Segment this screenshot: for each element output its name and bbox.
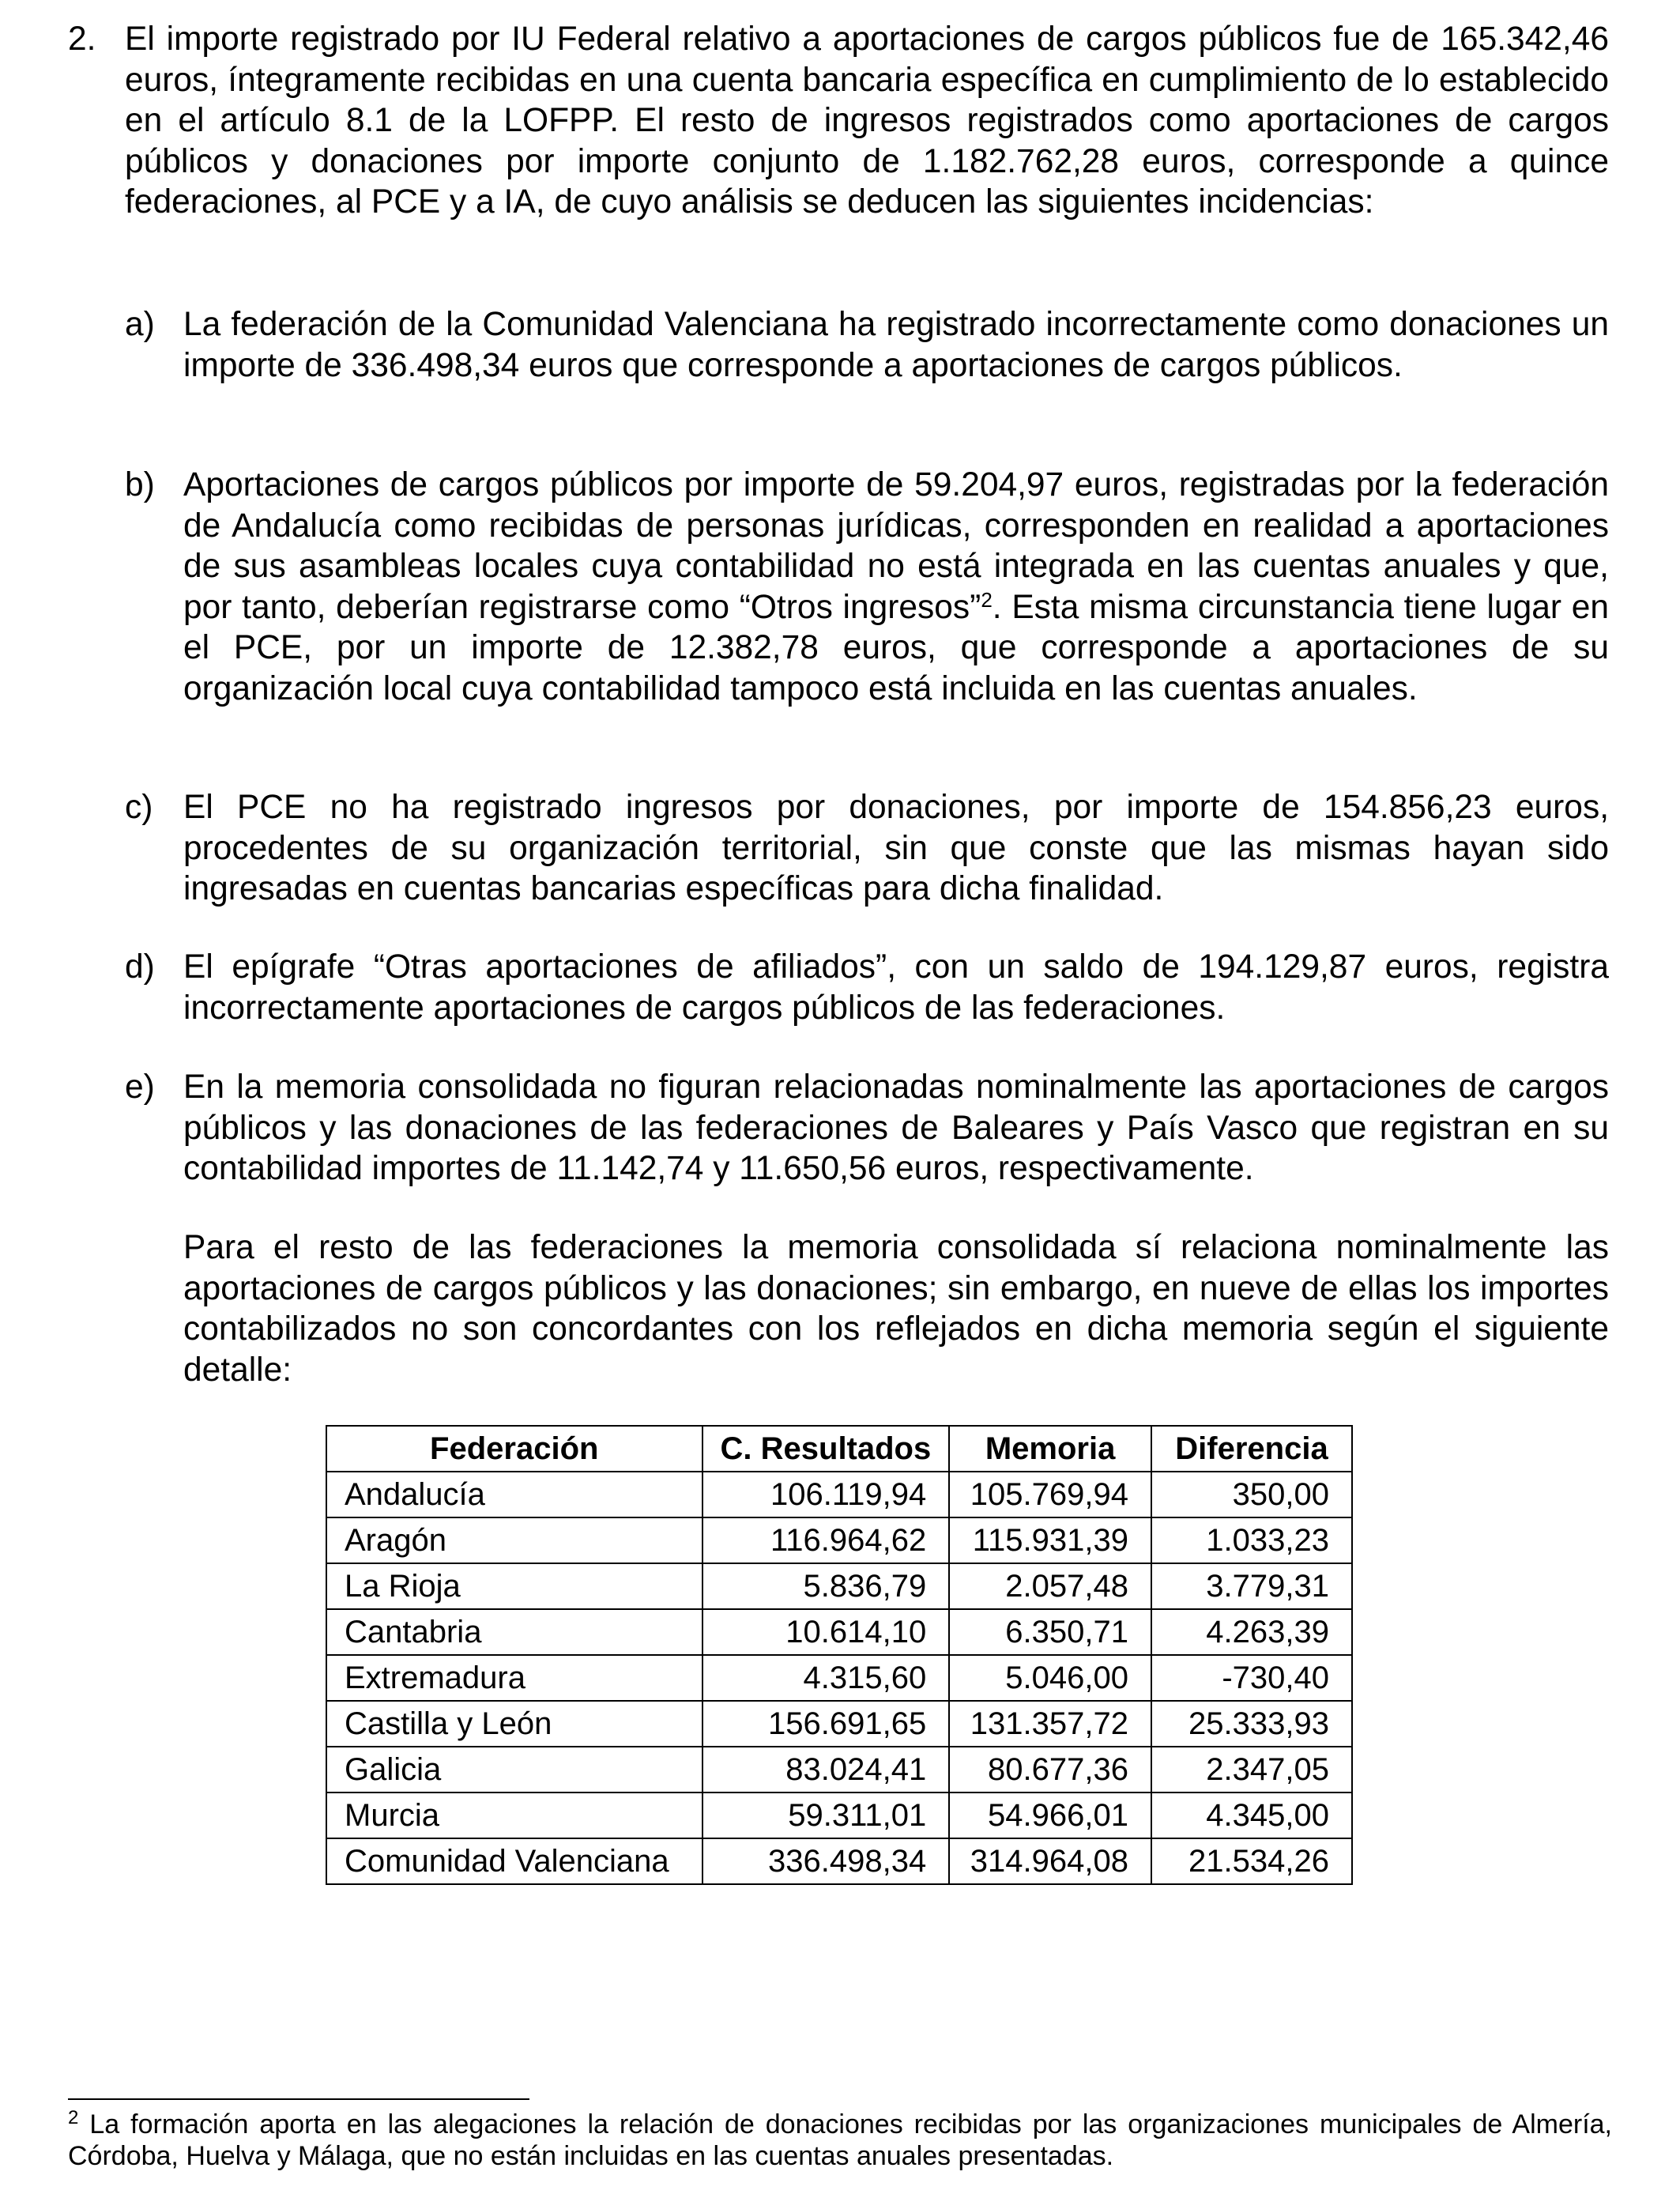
cell-diferencia: 1.033,23 — [1151, 1517, 1352, 1563]
item-c — [183, 787, 1609, 910]
cell-memoria: 5.046,00 — [949, 1655, 1151, 1701]
cell-diferencia: 25.333,93 — [1151, 1701, 1352, 1747]
item-b — [183, 465, 1609, 709]
item-b-text-before: Aportaciones de cargos públicos por importe de 59.204,97 euros, registradas por la federación de Andalucía como recibidas de personas jurídicas, corresponden en realidad a aportaciones de sus asambleas locales cuya contabilidad no está integrada en las cuentas anuales y que, por tanto, deberían registrarse como “Otros ingresos” — [183, 466, 1609, 626]
item-b-text — [183, 465, 1609, 709]
item-a-label: a) — [125, 306, 155, 343]
cell-memoria: 80.677,36 — [949, 1747, 1151, 1793]
item-e — [183, 1067, 1609, 1189]
table-row — [326, 1655, 1352, 1701]
header-diferencia: Diferencia — [1151, 1426, 1352, 1472]
table-row — [326, 1793, 1352, 1838]
cell-diferencia: 21.534,26 — [1151, 1838, 1352, 1884]
item-d — [183, 947, 1609, 1028]
cell-federacion: Galicia — [326, 1747, 703, 1793]
cell-resultados: 5.836,79 — [703, 1563, 950, 1609]
footnote-number: 2 — [68, 2107, 79, 2128]
intro-text: El importe registrado por IU Federal relativo a aportaciones de cargos públicos fue de 165.342,46 euros, íntegramente recibidas en una cuenta bancaria específica en cumplimiento de lo establecido en el artículo 8.1 de la LOFPP. El resto de ingresos registrados como aportaciones de cargos públicos y donaciones por importe conjunto de 1.182.762,28 euros, corresponde a quince federaciones, al PCE y a IA, de cuyo análisis se deducen las siguientes incidencias: — [125, 21, 1609, 221]
followup-paragraph — [183, 1227, 1609, 1390]
cell-memoria: 314.964,08 — [949, 1838, 1151, 1884]
intro-paragraph — [125, 19, 1609, 223]
cell-resultados: 156.691,65 — [703, 1701, 950, 1747]
paragraph-number: 2. — [68, 21, 96, 58]
table-header-row — [326, 1426, 1352, 1472]
table-row — [326, 1701, 1352, 1747]
cell-federacion: Castilla y León — [326, 1701, 703, 1747]
cell-diferencia: 2.347,05 — [1151, 1747, 1352, 1793]
cell-resultados: 106.119,94 — [703, 1472, 950, 1517]
cell-resultados: 4.315,60 — [703, 1655, 950, 1701]
footnote-text: La formación aporta en las alegaciones la relación de donaciones recibidas por las organizaciones municipales de Almería, Córdoba, Huelva y Málaga, que no están incluidas en las cuentas anuales presentadas. — [68, 2109, 1612, 2171]
cell-memoria: 6.350,71 — [949, 1609, 1151, 1655]
cell-diferencia: 4.263,39 — [1151, 1609, 1352, 1655]
item-d-text: El epígrafe “Otras aportaciones de afiliados”, con un saldo de 194.129,87 euros, registra incorrectamente aportaciones de cargos públicos de las federaciones. — [183, 948, 1609, 1027]
footnote-separator — [68, 2098, 529, 2100]
cell-resultados: 336.498,34 — [703, 1838, 950, 1884]
table-row — [326, 1609, 1352, 1655]
header-federacion: Federación — [326, 1426, 703, 1472]
header-resultados: C. Resultados — [703, 1426, 950, 1472]
cell-federacion: Andalucía — [326, 1472, 703, 1517]
cell-resultados: 116.964,62 — [703, 1517, 950, 1563]
item-e-label: e) — [125, 1069, 155, 1106]
federations-table — [326, 1425, 1353, 1885]
cell-federacion: Murcia — [326, 1793, 703, 1838]
cell-memoria: 105.769,94 — [949, 1472, 1151, 1517]
cell-diferencia: 350,00 — [1151, 1472, 1352, 1517]
table-row — [326, 1747, 1352, 1793]
cell-memoria: 131.357,72 — [949, 1701, 1151, 1747]
followup-text: Para el resto de las federaciones la memoria consolidada sí relaciona nominalmente las aportaciones de cargos públicos y las donaciones; sin embargo, en nueve de ellas los importes contabilizados no son concordantes con los reflejados en dicha memoria según el siguiente detalle: — [183, 1229, 1609, 1389]
table-row — [326, 1472, 1352, 1517]
item-b-label: b) — [125, 466, 155, 503]
cell-diferencia: 3.779,31 — [1151, 1563, 1352, 1609]
footnote — [68, 2109, 1612, 2172]
cell-federacion: Aragón — [326, 1517, 703, 1563]
item-d-label: d) — [125, 948, 155, 986]
table-row — [326, 1517, 1352, 1563]
item-e-text: En la memoria consolidada no figuran relacionadas nominalmente las aportaciones de cargos públicos y las donaciones de las federaciones de Baleares y País Vasco que registran en su contabilidad importes de 11.142,74 y 11.650,56 euros, respectivamente. — [183, 1069, 1609, 1187]
cell-diferencia: 4.345,00 — [1151, 1793, 1352, 1838]
cell-memoria: 2.057,48 — [949, 1563, 1151, 1609]
cell-resultados: 59.311,01 — [703, 1793, 950, 1838]
cell-federacion: Extremadura — [326, 1655, 703, 1701]
footnote-reference: 2 — [981, 587, 993, 612]
cell-memoria: 54.966,01 — [949, 1793, 1151, 1838]
cell-diferencia: -730,40 — [1151, 1655, 1352, 1701]
table-row — [326, 1838, 1352, 1884]
cell-federacion: Comunidad Valenciana — [326, 1838, 703, 1884]
table-row — [326, 1563, 1352, 1609]
item-a-text: La federación de la Comunidad Valenciana ha registrado incorrectamente como donaciones un importe de 336.498,34 euros que corresponde a aportaciones de cargos públicos. — [183, 306, 1609, 384]
cell-federacion: Cantabria — [326, 1609, 703, 1655]
item-b-text-after: . Esta misma circunstancia tiene lugar en el PCE, por un importe de 12.382,78 euros, que corresponde a aportaciones de su organización local cuya contabilidad tampoco está incluida en las cuentas anuales. — [183, 588, 1609, 707]
cell-resultados: 10.614,10 — [703, 1609, 950, 1655]
item-c-label: c) — [125, 789, 153, 826]
item-c-text: El PCE no ha registrado ingresos por donaciones, por importe de 154.856,23 euros, procedentes de su organización territorial, sin que conste que las mismas hayan sido ingresadas en cuentas bancarias específicas para dicha finalidad. — [183, 789, 1609, 907]
cell-memoria: 115.931,39 — [949, 1517, 1151, 1563]
cell-federacion: La Rioja — [326, 1563, 703, 1609]
header-memoria: Memoria — [949, 1426, 1151, 1472]
item-a — [183, 304, 1609, 386]
cell-resultados: 83.024,41 — [703, 1747, 950, 1793]
